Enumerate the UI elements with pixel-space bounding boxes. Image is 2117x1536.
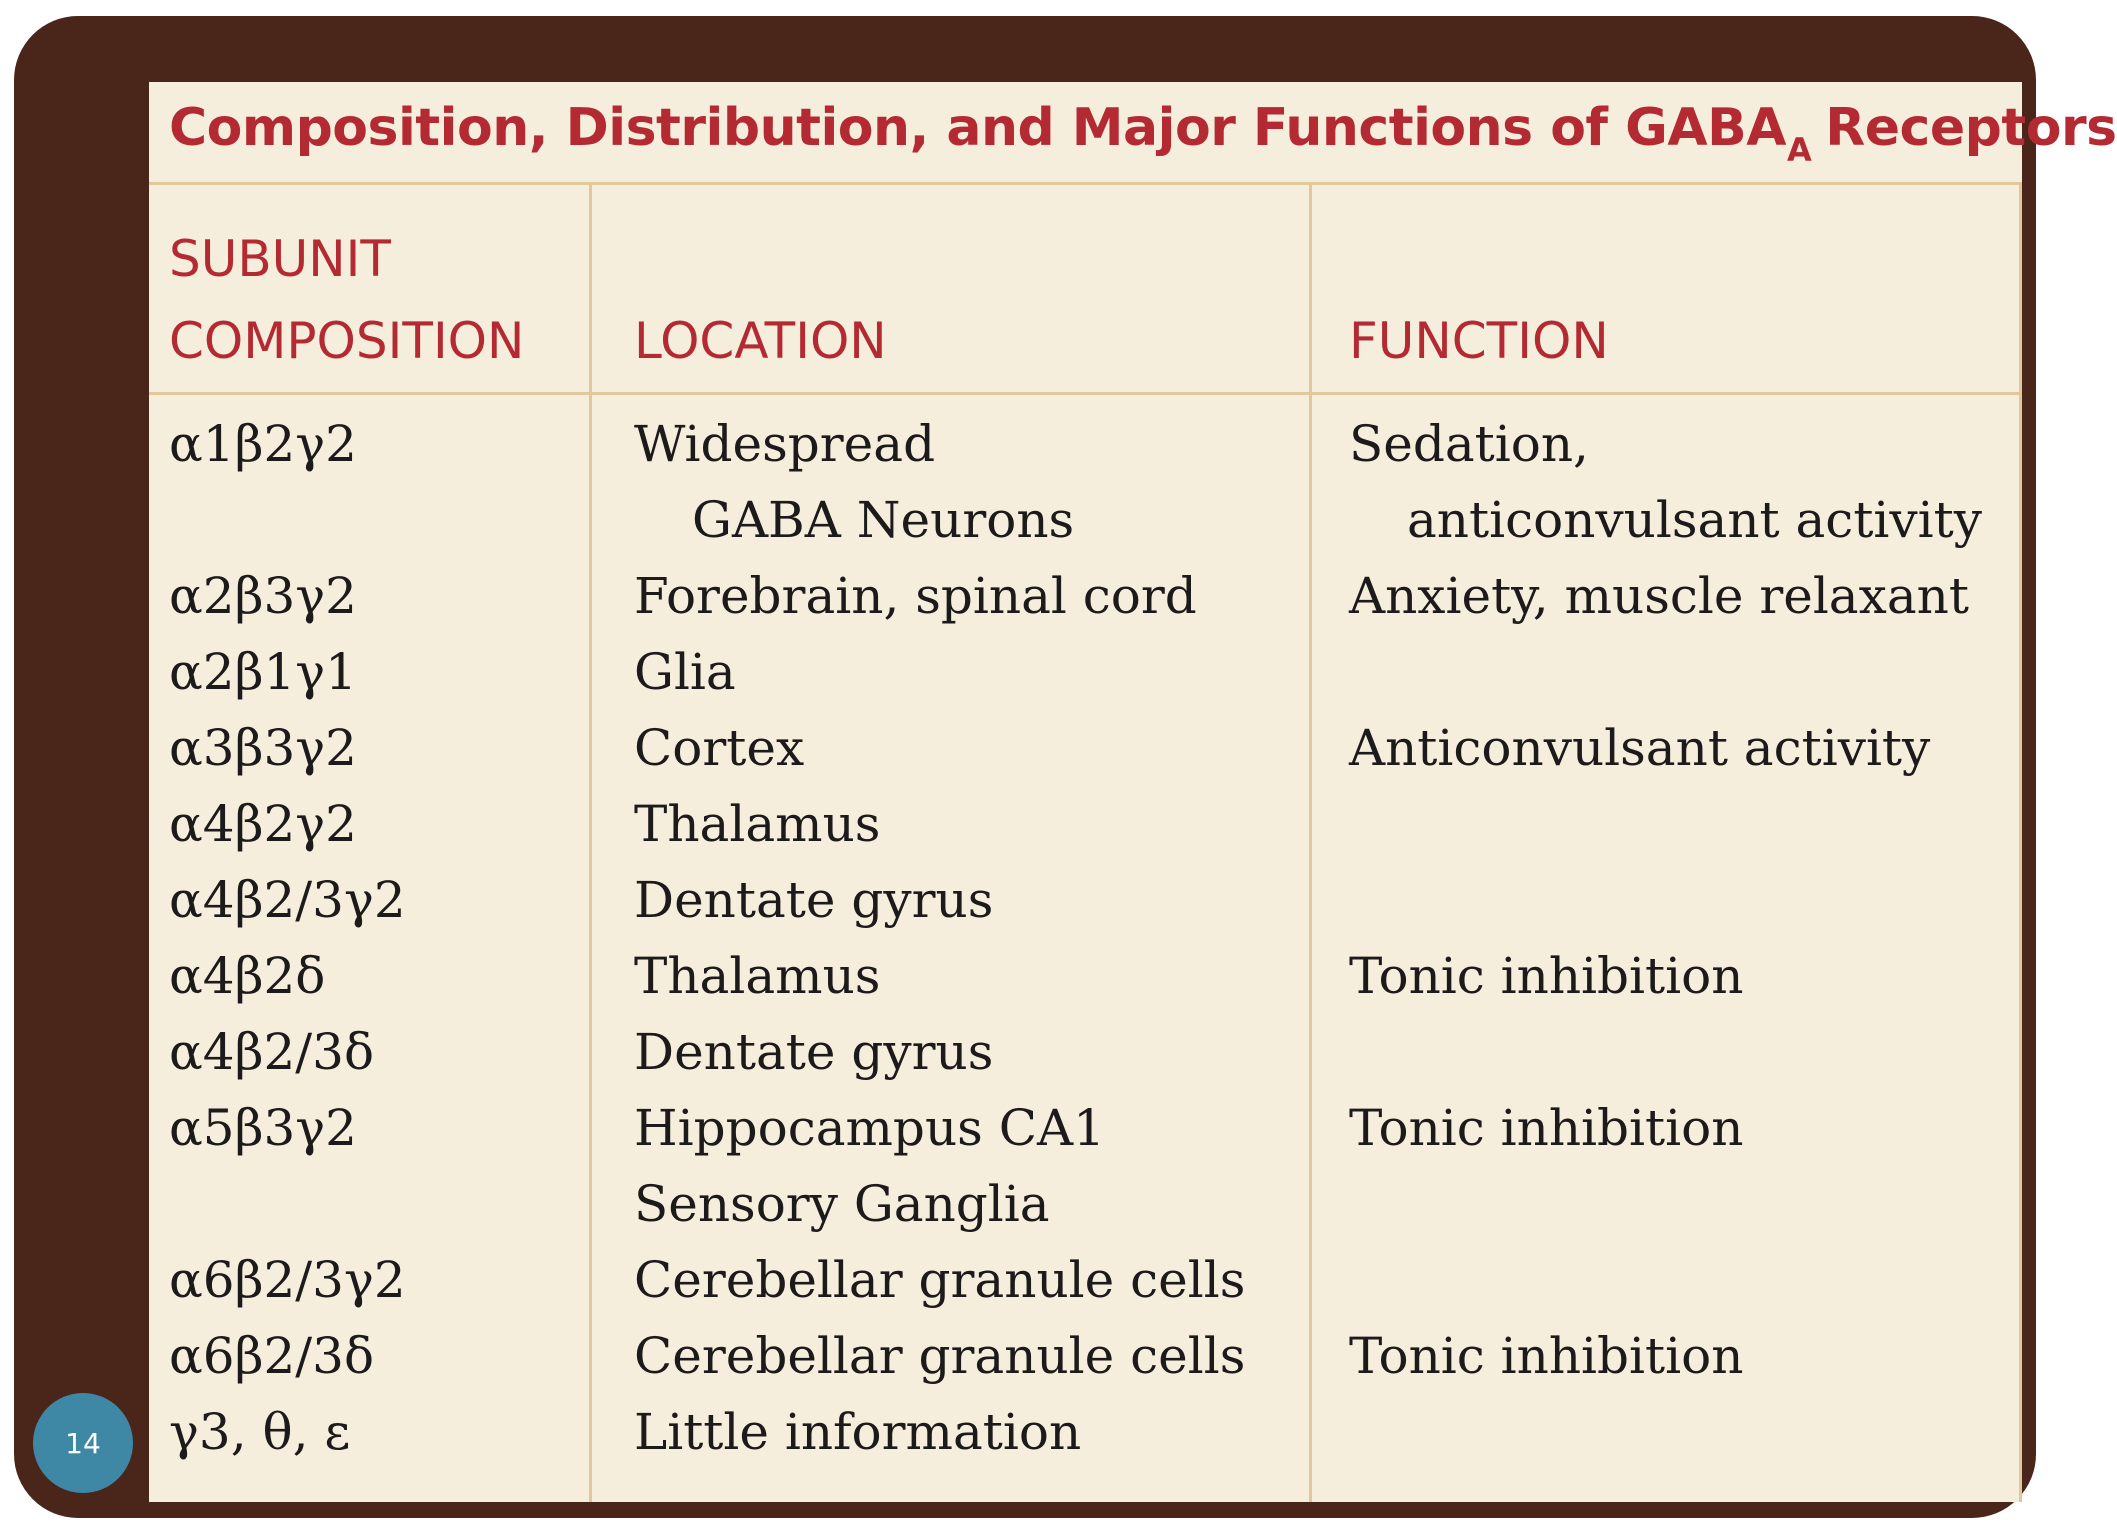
function-cell: Tonic inhibition <box>1349 1099 1744 1157</box>
location-cell: Thalamus <box>634 795 881 853</box>
table-row <box>149 1090 2022 1166</box>
header-location: LOCATION <box>634 312 887 370</box>
function-cell: anticonvulsant activity <box>1407 491 1982 549</box>
subunit-cell: α4β2/3δ <box>169 1023 375 1081</box>
header-subunit-line2: COMPOSITION <box>169 312 525 370</box>
subunit-cell: α2β3γ2 <box>169 567 357 625</box>
gaba-receptor-table <box>149 82 2117 1502</box>
header-function: FUNCTION <box>1349 312 1609 370</box>
table-row <box>149 1014 2022 1090</box>
location-cell: Glia <box>634 643 736 701</box>
subunit-cell: α4β2γ2 <box>169 795 357 853</box>
table-row <box>149 1242 2022 1318</box>
table-row <box>149 1318 2022 1394</box>
location-cell: Little information <box>634 1403 1082 1461</box>
header-divider <box>149 392 2022 395</box>
subunit-cell: α2β1γ1 <box>169 643 357 701</box>
function-cell: Tonic inhibition <box>1349 1327 1744 1385</box>
subunit-cell: α6β2/3δ <box>169 1327 375 1385</box>
subunit-cell: α1β2γ2 <box>169 415 357 473</box>
subunit-cell: γ3, θ, ε <box>169 1403 351 1461</box>
location-cell: Cortex <box>634 719 805 777</box>
function-cell: Tonic inhibition <box>1349 947 1744 1005</box>
table-row <box>149 938 2022 1014</box>
location-cell: Hippocampus CA1 <box>634 1099 1105 1157</box>
table-row <box>149 786 2022 862</box>
table-row <box>149 1394 2022 1470</box>
location-cell: Widespread <box>634 415 936 473</box>
location-cell: Cerebellar granule cells <box>634 1327 1246 1385</box>
subunit-cell: α4β2δ <box>169 947 326 1005</box>
title-subscript: A <box>1786 131 1812 169</box>
location-cell: Thalamus <box>634 947 881 1005</box>
header-subunit-line1: SUBUNIT <box>169 230 391 288</box>
table-row <box>149 710 2022 786</box>
table-title <box>169 98 2117 169</box>
table-row <box>149 634 2022 710</box>
title-suffix: Receptors <box>1825 98 2117 158</box>
function-cell: Sedation, <box>1349 415 1589 473</box>
location-cell: Dentate gyrus <box>634 871 994 929</box>
slide-frame <box>14 16 2117 1518</box>
subunit-cell: α3β3γ2 <box>169 719 357 777</box>
table-row <box>149 482 2022 558</box>
table-row <box>149 1166 2022 1242</box>
subunit-cell: α5β3γ2 <box>169 1099 357 1157</box>
location-cell: Forebrain, spinal cord <box>634 567 1197 625</box>
location-cell: Cerebellar granule cells <box>634 1251 1246 1309</box>
table-row <box>149 862 2022 938</box>
table-row <box>149 558 2022 634</box>
function-cell: Anticonvulsant activity <box>1349 719 1931 777</box>
location-cell: Sensory Ganglia <box>634 1175 1050 1233</box>
slide-number-badge: 14 <box>33 1393 133 1493</box>
function-cell: Anxiety, muscle relaxant <box>1349 567 1969 625</box>
title-bar <box>149 82 2117 185</box>
subunit-cell: α4β2/3γ2 <box>169 871 406 929</box>
table-row <box>149 406 2022 482</box>
location-cell: GABA Neurons <box>692 491 1075 549</box>
title-main: Composition, Distribution, and Major Functions of GABA <box>169 98 1786 158</box>
location-cell: Dentate gyrus <box>634 1023 994 1081</box>
subunit-cell: α6β2/3γ2 <box>169 1251 406 1309</box>
